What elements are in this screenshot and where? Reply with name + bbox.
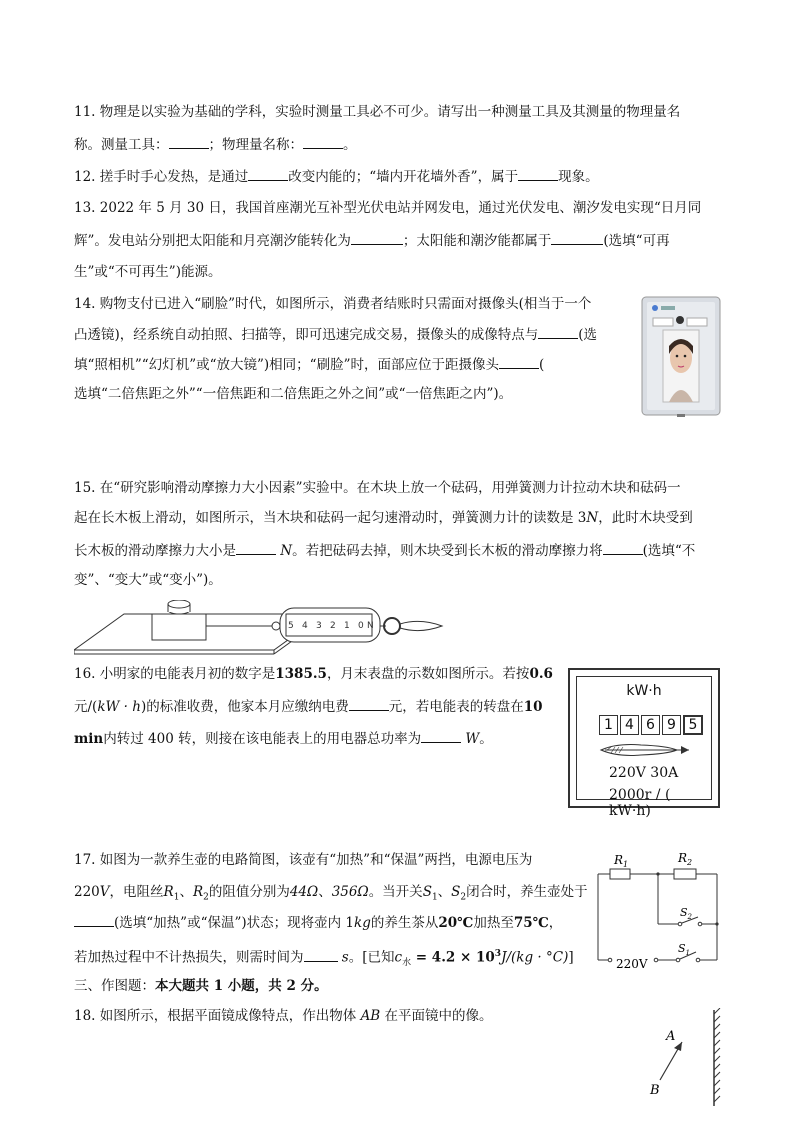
q17-text: (选填“加热”或“保温”)状态；现将壶内 1 [114, 915, 355, 931]
s1-label: $S_1$ [678, 942, 691, 957]
q17-text: 闭合时，养生壶处于 [466, 884, 588, 900]
unit-n: N [586, 510, 599, 526]
q13-line2 [74, 230, 670, 251]
q16-text-a: 元/( [74, 699, 98, 715]
q11-text-a: 称。测量工具： [74, 137, 169, 153]
meter-disc-icon [597, 743, 697, 757]
section-title: 三、作图题： [74, 978, 155, 994]
temp-end: 75℃ [513, 915, 549, 931]
q15-line3 [74, 540, 695, 561]
q16-text-c: 元，若电能表的转盘在 [388, 699, 524, 715]
answer-blank[interactable] [499, 354, 539, 369]
q16-price: 0.6 [529, 666, 553, 682]
unit-n: N [280, 543, 293, 559]
specific-heat-value: = 4.2 × 10 [411, 949, 495, 966]
q14-line3 [74, 354, 544, 375]
q13-line3: 生”或“不可再生”)能源。 [74, 264, 222, 280]
q17-text: 、 [179, 884, 193, 900]
q11-line2 [74, 134, 357, 155]
q16-value: 10 [523, 699, 543, 715]
q15-line2 [74, 508, 693, 528]
face-recognition-device-figure [641, 296, 721, 418]
s2-symbol: S [451, 884, 461, 900]
answer-blank[interactable] [349, 696, 389, 711]
meter-panel [576, 676, 712, 819]
friction-experiment-figure [74, 600, 454, 656]
q12-line [74, 166, 599, 187]
q15-line4: 变”、“变大”或“变小”)。 [74, 572, 222, 588]
q15-text-a: 起在长木板上滑动，如图所示，当木块和砝码一起匀速滑动时，弹簧测力计的读数是 3 [74, 510, 587, 526]
answer-blank[interactable] [248, 166, 288, 181]
meter-unit: kW·h [626, 683, 662, 699]
r1-symbol: R [163, 884, 174, 900]
answer-blank[interactable] [236, 540, 276, 555]
q17-text: 的阻值分别为 [208, 884, 290, 900]
point-a-label: A [666, 1029, 676, 1044]
q17-text: 。当开关 [368, 884, 423, 900]
q17-text: 220 [74, 884, 100, 900]
answer-blank[interactable] [551, 230, 603, 245]
unit-s: s [341, 949, 349, 966]
subscript: 2 [460, 892, 467, 903]
meter-revs: 2000r / ( kW·h) [609, 787, 671, 819]
r2-label: $R_2$ [678, 851, 693, 867]
object-ab: AB [360, 1008, 381, 1024]
r2-value: 356Ω [331, 884, 369, 900]
meter-digits [599, 715, 705, 735]
q17-text: 。[已知 [348, 949, 395, 966]
answer-blank[interactable] [351, 230, 403, 245]
unit-kg: kg [354, 915, 371, 931]
subscript: 1 [173, 892, 180, 903]
meter-digit: 6 [641, 715, 660, 735]
q17-line4 [74, 944, 574, 973]
q14-text-b: ( [538, 357, 545, 373]
q11-text-b: ；物理量名称： [208, 137, 303, 153]
q18-line [74, 1006, 493, 1026]
q16-text-a: min [74, 731, 104, 747]
r1-label: $R_1$ [614, 853, 629, 869]
superscript: 3 [494, 949, 502, 959]
q14-text-b: (选 [578, 327, 598, 343]
q17-line3 [74, 912, 562, 933]
scale-number: 4 [302, 621, 308, 631]
q13-line1: 13. 2022 年 5 月 30 日，我国首座潮光互补型光伏电站并网发电，通过光伏发电、潮汐发电实现“日月同 [74, 200, 702, 216]
meter-digit-decimal: 5 [683, 715, 703, 735]
q15-text-a: 长木板的滑动摩擦力大小是 [74, 543, 236, 559]
circuit-diagram-figure [592, 848, 722, 972]
q14-text-a: 凸透镜)，经系统自动拍照、扫描等，即可迅速完成交易，摄像头的成像特点与 [74, 327, 539, 343]
q16-text-b: 内转过 400 转，则接在该电能表上的用电器总功率为 [103, 731, 422, 747]
q15-text-c: (选填“不 [642, 543, 696, 559]
scale-number: 3 [316, 621, 322, 631]
meter-digit: 9 [662, 715, 681, 735]
q14-line2 [74, 324, 597, 345]
s2-label: $S_2$ [680, 906, 693, 921]
q18-text: 在平面镜中的像。 [380, 1008, 493, 1024]
q12-text-b: 改变内能的；“墙内开花墙外香”，属于 [288, 169, 519, 185]
subscript: 1 [431, 892, 438, 903]
q15-text-b: 。若把砝码去掉，则木块受到长木板的滑动摩擦力将 [292, 543, 603, 559]
electricity-meter-figure [568, 668, 720, 819]
unit-v: V [99, 884, 110, 900]
answer-blank[interactable] [303, 134, 343, 149]
q12-text-a: 12. 搓手时手心发热，是通过 [74, 169, 249, 185]
q17-text: ] [568, 949, 574, 966]
specific-heat-unit: J/(kg · °C) [501, 949, 569, 966]
q11-text-c: 。 [343, 137, 357, 153]
point-b-label: B [650, 1083, 660, 1098]
q17-line1: 17. 如图为一款养生壶的电路简图，该壶有“加热”和“保温”两挡，电源电压为 [74, 852, 533, 868]
s1-symbol: S [422, 884, 432, 900]
q13-text-b: ；太阳能和潮汐能都属于 [402, 233, 552, 249]
answer-blank[interactable] [518, 166, 558, 181]
c-symbol: c [394, 949, 403, 966]
unit-w: W [465, 731, 480, 747]
section-heading [74, 976, 328, 996]
q17-text: ，电阻丝 [109, 884, 164, 900]
r2-symbol: R [192, 884, 204, 900]
answer-blank[interactable] [74, 912, 114, 927]
temp-start: 20℃ [438, 915, 474, 931]
q11-line1: 11. 物理是以实验为基础的学科，实验时测量工具必不可少。请写出一种测量工具及其测量的物理量名 [74, 104, 681, 120]
q16-text-c: 。 [479, 731, 493, 747]
resistor-r2 [674, 869, 696, 879]
voltage-label: 220V [616, 957, 648, 971]
q16-line1 [74, 664, 553, 684]
q14-line4: 选填“二倍焦距之外”“一倍焦距和二倍焦距之外之间”或“一倍焦距之内”)。 [74, 386, 513, 402]
q17-text: 加热至 [473, 915, 514, 931]
answer-blank[interactable] [304, 947, 338, 962]
q17-text: 若加热过程中不计热损失，则需时间为 [74, 949, 304, 966]
subscript: 水 [402, 958, 412, 969]
q17-text: ， [548, 915, 563, 931]
resistor-r1 [610, 869, 630, 879]
q16-line2 [74, 696, 543, 717]
q12-text-c: 现象。 [558, 169, 599, 185]
scale-unit: N [367, 621, 374, 631]
meter-digit: 4 [620, 715, 639, 735]
q17-line2 [74, 882, 588, 908]
q16-text-b: )的标准收费，他家本月应缴纳电费 [140, 699, 349, 715]
meter-digit: 1 [599, 715, 618, 735]
q14-line1: 14. 购物支付已进入“刷脸”时代，如图所示，消费者结账时只需面对摄像头(相当于一个 [74, 296, 592, 312]
r1-value: 44Ω [289, 884, 319, 900]
answer-blank[interactable] [169, 134, 209, 149]
q18-text: 18. 如图所示，根据平面镜成像特点，作出物体 [74, 1008, 361, 1024]
q16-unit: kW · h [97, 699, 141, 715]
q16-text-b: ，月末表盘的示数如图所示。若按 [326, 666, 530, 682]
q17-text: 、 [318, 884, 332, 900]
q13-text-c: (选填“可再 [603, 233, 670, 249]
subscript: 2 [203, 892, 209, 903]
meter-rating: 220V 30A [609, 765, 679, 781]
q17-text: 的养生茶从 [370, 915, 439, 931]
q17-text: 、 [437, 884, 452, 900]
scale-number: 0 [358, 621, 364, 631]
plane-mirror-figure [644, 1008, 726, 1110]
answer-blank[interactable] [538, 324, 578, 339]
q16-value: 1385.5 [275, 666, 327, 682]
scale-number: 1 [344, 621, 350, 631]
q15-text-b: ，此时木块受到 [598, 510, 693, 526]
section-note: 本大题共 1 小题，共 2 分。 [155, 978, 328, 994]
q15-line1: 15. 在“研究影响滑动摩擦力大小因素”实验中。在木块上放一个砝码，用弹簧测力计拉动木块和砝码一 [74, 480, 681, 496]
q16-text-a: 16. 小明家的电能表月初的数字是 [74, 666, 276, 682]
answer-blank[interactable] [603, 540, 643, 555]
q14-text-a: 填“照相机”“幻灯机”或“放大镜”)相同；“刷脸”时，面部应位于距摄像头 [74, 357, 499, 373]
scale-number: 5 [288, 621, 294, 631]
answer-blank[interactable] [421, 728, 461, 743]
q13-text-a: 辉”。发电站分别把太阳能和月亮潮汐能转化为 [74, 233, 351, 249]
q16-line3 [74, 728, 493, 749]
scale-number: 2 [330, 621, 336, 631]
